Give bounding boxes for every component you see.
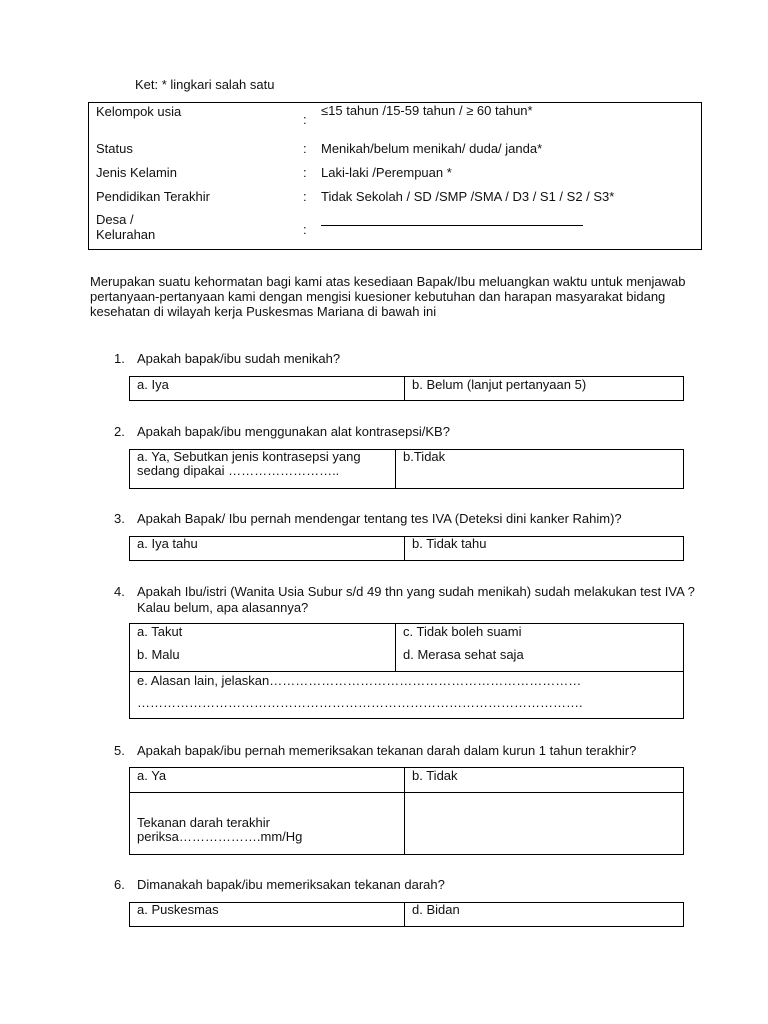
question-5-options (129, 767, 684, 855)
question-5-text: Apakah bapak/ibu pernah memeriksakan tekanan darah dalam kurun 1 tahun terakhir? (137, 743, 637, 758)
option-cell[interactable] (405, 377, 683, 400)
question-number: 6. (114, 877, 125, 892)
intro-paragraph: Merupakan suatu kehormatan bagi kami atas kesediaan Bapak/Ibu meluangkan waktu untuk menjawab pertanyaan-pertanyaan kami dengan mengisi kuesioner kebutuhan dan harapan masyarakat bidang kesehatan di wilayah kerja Puskesmas Mariana di bawah ini (90, 274, 686, 319)
option-label: d. Bidan (412, 902, 460, 917)
option-label: b. Tidak (412, 768, 458, 783)
option-label: a. Iya (137, 377, 169, 392)
question-4-options (129, 623, 684, 719)
option-cell[interactable] (130, 537, 405, 560)
colon: : (303, 222, 307, 237)
option-label: b. Malu (137, 647, 180, 662)
question-number: 3. (114, 511, 125, 526)
question-number: 1. (114, 351, 125, 366)
age-group-label: Kelompok usia (96, 104, 182, 119)
identity-box (88, 102, 702, 250)
instruction-note: Ket: * lingkari salah satu (135, 77, 275, 92)
status-label: Status (96, 141, 133, 156)
question-number: 5. (114, 743, 125, 758)
option-label: b. Belum (lanjut pertanyaan 5) (412, 377, 587, 392)
option-label: a. Iya tahu (137, 536, 198, 551)
option-cell[interactable] (405, 903, 683, 926)
question-6-options (129, 902, 684, 927)
option-label: d. Merasa sehat saja (403, 647, 524, 662)
row-divider (130, 671, 683, 672)
colon: : (303, 112, 307, 127)
option-cell[interactable] (405, 537, 683, 560)
question-6-text: Dimanakah bapak/ibu memeriksakan tekanan darah? (137, 877, 445, 892)
question-number: 4. (114, 584, 125, 599)
question-3-text: Apakah Bapak/ Ibu pernah mendengar tentang tes IVA (Deteksi dini kanker Rahim)? (137, 511, 622, 526)
village-label: Desa / Kelurahan (96, 212, 156, 242)
option-cell[interactable] (405, 768, 683, 854)
question-2-text: Apakah bapak/ibu menggunakan alat kontrasepsi/KB? (137, 424, 450, 439)
status-options[interactable]: Menikah/belum menikah/ duda/ janda* (321, 141, 543, 156)
education-label: Pendidikan Terakhir (96, 189, 210, 204)
option-label: b.Tidak (403, 449, 446, 464)
gender-label: Jenis Kelamin (96, 165, 177, 180)
option-other-reason-continued[interactable]: …………………………………………………………………………………………. (137, 695, 583, 710)
option-cell[interactable] (130, 768, 405, 854)
option-cell[interactable] (130, 450, 396, 488)
option-cell[interactable] (396, 624, 683, 672)
colon: : (303, 189, 307, 204)
village-input-line[interactable] (321, 225, 583, 226)
option-cell[interactable] (130, 624, 396, 672)
option-label: a. Puskesmas (137, 902, 219, 917)
colon: : (303, 165, 307, 180)
option-label: a. Takut (137, 624, 183, 639)
row-divider (130, 792, 683, 793)
question-4-text: Apakah Ibu/istri (Wanita Usia Subur s/d 49 thn yang sudah menikah) sudah melakukan test IVA ? Kalau belum, apa alasannya? (137, 584, 695, 615)
option-label: b. Tidak tahu (412, 536, 487, 551)
option-other-reason[interactable]: e. Alasan lain, jelaskan……………………………………………………………… (137, 673, 582, 688)
option-label: a. Ya, Sebutkan jenis kontrasepsi yang sedang dipakai …………………….. (137, 449, 361, 478)
question-number: 2. (114, 424, 125, 439)
education-options[interactable]: Tidak Sekolah / SD /SMP /SMA / D3 / S1 / S2 / S3* (321, 189, 615, 204)
gender-options[interactable]: Laki-laki /Perempuan * (321, 165, 452, 180)
option-cell[interactable] (396, 450, 683, 488)
colon: : (303, 141, 307, 156)
option-label: a. Ya (137, 768, 167, 783)
option-cell[interactable] (130, 377, 405, 400)
blood-pressure-field[interactable]: Tekanan darah terakhir periksa……………….mm/Hg (137, 815, 303, 844)
question-1-options (129, 376, 684, 401)
question-3-options (129, 536, 684, 561)
option-cell[interactable] (130, 903, 405, 926)
age-group-options[interactable]: ≤15 tahun /15-59 tahun / ≥ 60 tahun* (321, 103, 533, 118)
option-label: c. Tidak boleh suami (403, 624, 522, 639)
question-2-options (129, 449, 684, 489)
question-1-text: Apakah bapak/ibu sudah menikah? (137, 351, 341, 366)
